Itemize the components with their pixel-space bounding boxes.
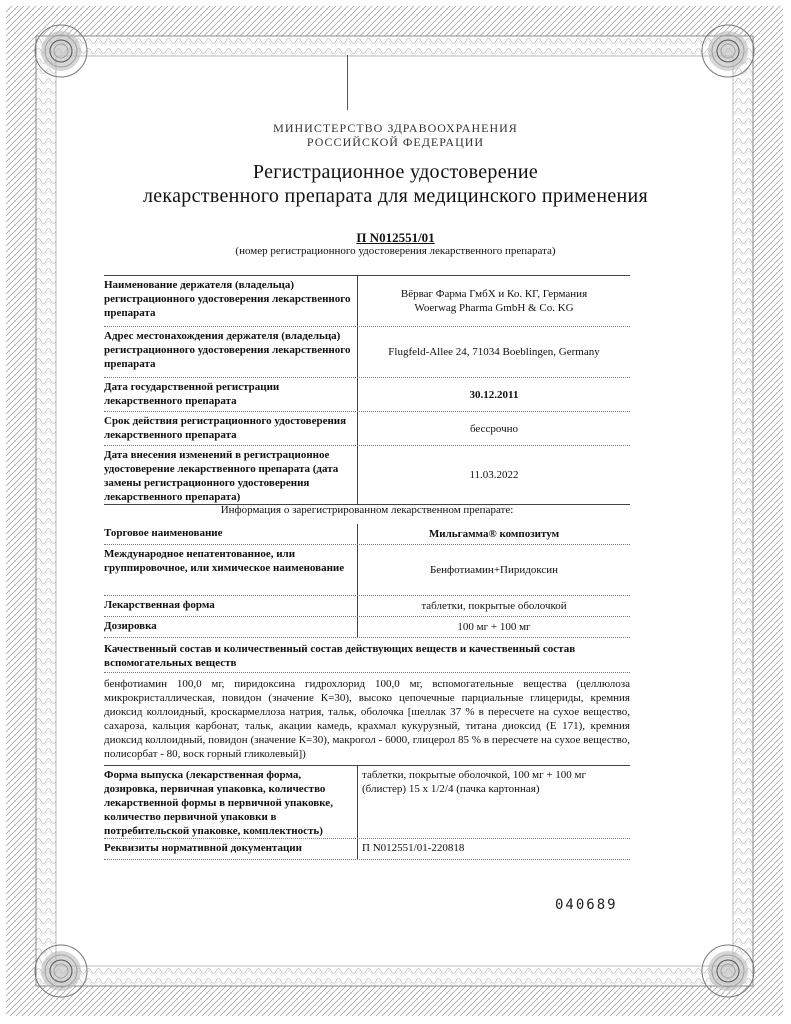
table-row <box>104 378 630 412</box>
trade-name-label: Торговое наименование <box>104 524 358 544</box>
composition-title: Качественный состав и количественный состав действующих веществ и качественный состав вспомогательных веществ <box>104 638 630 673</box>
release-form-line-1: таблетки, покрытые оболочкой, 100 мг + 100 мг <box>362 769 587 781</box>
normdoc-label: Реквизиты нормативной документации <box>104 839 358 859</box>
normdoc-value: П N012551/01-220818 <box>362 842 465 854</box>
holder-value-en: Woerwag Pharma GmbH & Co. KG <box>414 302 574 314</box>
registration-table <box>104 275 630 505</box>
dosage-form-value: таблетки, покрытые оболочкой <box>421 600 567 612</box>
registration-date-value: 30.12.2011 <box>469 388 519 401</box>
drug-info-table <box>104 524 630 860</box>
inn-value: Бенфотиамин+Пиридоксин <box>429 564 559 576</box>
validity-label: Срок действия регистрационного удостоверения лекарственного препарата <box>104 412 358 445</box>
document-title <box>0 160 791 208</box>
release-form-line-2: (блистер) 15 х 1/2/4 (пачка картонная) <box>362 783 540 795</box>
composition-text: бенфотиамин 100,0 мг, пиридоксина гидрохлорид 100,0 мг, вспомогательные вещества (целлюлоза микрокристаллическая, повидон (значение К=30), высоко цепочечные парциальные глицериды, кремния диоксид коллоидный, кроскармеллоза натрия, тальк, оболочка [шеллак 37 % в пересчете на сухое вещество, сахароза, кальция карбонат, тальк, акации камедь, крахмал кукурузный, титана диоксид (Е 171), кремния диоксид коллоидный, повидон (значение К=30), макрогол - 6000, глицерол 85 % в пересчете на сухое вещество, полисорбат - 80, воск горный гликолевый]) <box>104 673 630 766</box>
ministry-header <box>0 121 791 149</box>
serial-number: 040689 <box>555 897 618 913</box>
address-label: Адрес местонахождения держателя (владельца) регистрационного удостоверения лекарственного препарата <box>104 327 358 377</box>
table-row <box>104 545 630 596</box>
title-line-2: лекарственного препарата для медицинского применения <box>142 185 649 207</box>
table-row <box>104 412 630 446</box>
registration-number: П N012551/01 <box>356 230 435 245</box>
holder-label: Наименование держателя (владельца) регистрационного удостоверения лекарственного препарата <box>104 276 358 326</box>
change-date-label: Дата внесения изменений в регистрационное удостоверение лекарственного препарата (дата замены регистрационного удостоверения лекарственного препарата) <box>104 446 358 504</box>
table-row <box>104 766 630 839</box>
validity-value: бессрочно <box>469 422 518 435</box>
ministry-line-2: РОССИЙСКОЙ ФЕДЕРАЦИИ <box>306 135 485 149</box>
info-heading: Информация о зарегистрированном лекарственном препарате: <box>220 504 514 516</box>
registration-date-label: Дата государственной регистрации лекарственного препарата <box>104 378 358 411</box>
change-date-value: 11.03.2022 <box>469 469 519 481</box>
dose-label: Дозировка <box>104 617 358 637</box>
table-row <box>104 524 630 545</box>
dose-value: 100 мг + 100 мг <box>457 621 531 633</box>
ministry-line-1: МИНИСТЕРСТВО ЗДРАВООХРАНЕНИЯ <box>273 121 518 135</box>
table-row <box>104 446 630 505</box>
dosage-form-label: Лекарственная форма <box>104 596 358 616</box>
table-row <box>104 327 630 378</box>
holder-value <box>358 276 630 326</box>
release-form-value <box>358 766 630 838</box>
registration-number-caption: (номер регистрационного удостоверения лекарственного препарата) <box>235 245 556 257</box>
table-row <box>104 596 630 617</box>
signature-mark <box>347 55 348 110</box>
release-form-label: Форма выпуска (лекарственная форма, дозировка, первичная упаковка, количество лекарственной формы в первичной упаковке, количество первичной упаковки в потребительской упаковке, комплектность) <box>104 766 358 838</box>
table-row <box>104 276 630 327</box>
address-value: Flugfeld-Allee 24, 71034 Boeblingen, Germany <box>388 346 600 358</box>
trade-name-value: Мильгамма® композитум <box>428 528 560 540</box>
title-line-1: Регистрационное удостоверение <box>252 161 539 183</box>
inn-label: Международное непатентованное, или группировочное, или химическое наименование <box>104 545 358 595</box>
table-row <box>104 839 630 860</box>
holder-value-ru: Вёрваг Фарма ГмбХ и Ко. КГ, Германия <box>400 288 588 300</box>
table-row <box>104 617 630 638</box>
